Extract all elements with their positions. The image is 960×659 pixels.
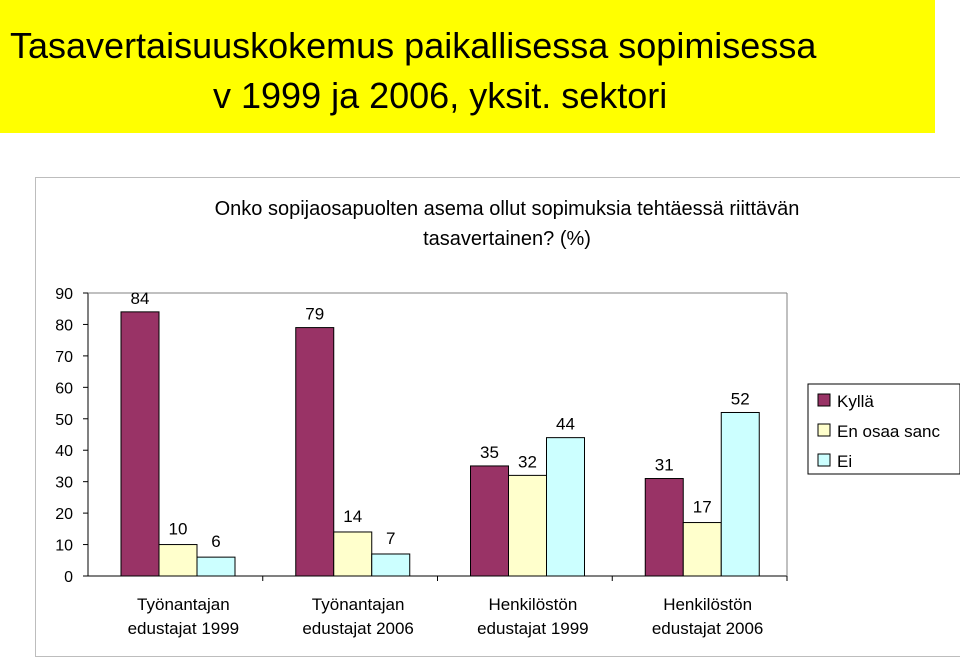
bar <box>721 412 759 576</box>
slide-title-line-2: v 1999 ja 2006, yksit. sektori <box>213 75 668 116</box>
bar <box>471 466 509 576</box>
x-category-label-line-2: edustajat 2006 <box>302 619 414 638</box>
x-category-label-line-1: Työnantajan <box>311 595 405 614</box>
x-category-label-line-2: edustajat 1999 <box>127 619 240 638</box>
bar <box>645 479 683 576</box>
data-label: 84 <box>130 288 150 308</box>
legend-label: En osaa sanc <box>837 422 941 441</box>
legend-label: Ei <box>837 452 853 471</box>
legend-swatch <box>818 394 830 406</box>
y-tick-label: 50 <box>55 411 73 429</box>
y-tick-label: 90 <box>55 286 73 303</box>
y-tick-label: 80 <box>55 317 73 335</box>
data-label: 6 <box>211 532 221 552</box>
data-label: 32 <box>518 452 537 472</box>
chart-title-line-2: tasavertainen? (%) <box>423 228 591 250</box>
data-label: 10 <box>168 519 188 539</box>
bar <box>197 557 235 576</box>
bar <box>296 328 334 576</box>
bar <box>683 523 721 576</box>
x-category-label-line-1: Työnantajan <box>137 595 230 614</box>
legend-label: Kyllä <box>837 392 874 411</box>
x-category-label-line-1: Henkilöstön <box>488 595 578 614</box>
y-tick-label: 20 <box>55 506 73 524</box>
data-label: 79 <box>305 304 325 324</box>
bar <box>334 532 372 576</box>
bar <box>372 554 410 576</box>
x-category-label-line-2: edustajat 2006 <box>651 619 764 638</box>
bar <box>121 312 159 576</box>
y-tick-label: 10 <box>55 537 73 555</box>
y-tick-label: 40 <box>55 443 73 461</box>
chart-title-line-1: Onko sopijaosapuolten asema ollut sopimuksia tehtäessä riittävän <box>214 198 800 220</box>
y-tick-label: 70 <box>55 348 73 366</box>
bar <box>509 475 547 576</box>
bar <box>547 438 585 576</box>
bar <box>159 545 197 576</box>
data-label: 17 <box>692 497 712 517</box>
data-label: 7 <box>386 528 396 548</box>
y-tick-label: 0 <box>64 569 73 586</box>
slide-title-line-1: Tasavertaisuuskokemus paikallisessa sopimisessa <box>10 25 817 66</box>
data-label: 31 <box>654 455 674 475</box>
y-tick-label: 60 <box>55 380 73 398</box>
data-label: 44 <box>556 414 575 434</box>
legend-swatch <box>818 424 830 436</box>
legend-swatch <box>818 454 830 466</box>
x-category-label-line-2: edustajat 1999 <box>477 619 589 638</box>
x-category-label-line-1: Henkilöstön <box>663 595 753 614</box>
data-label: 35 <box>480 442 499 462</box>
data-label: 52 <box>730 389 750 409</box>
y-tick-label: 30 <box>55 474 73 492</box>
data-label: 14 <box>343 506 363 526</box>
